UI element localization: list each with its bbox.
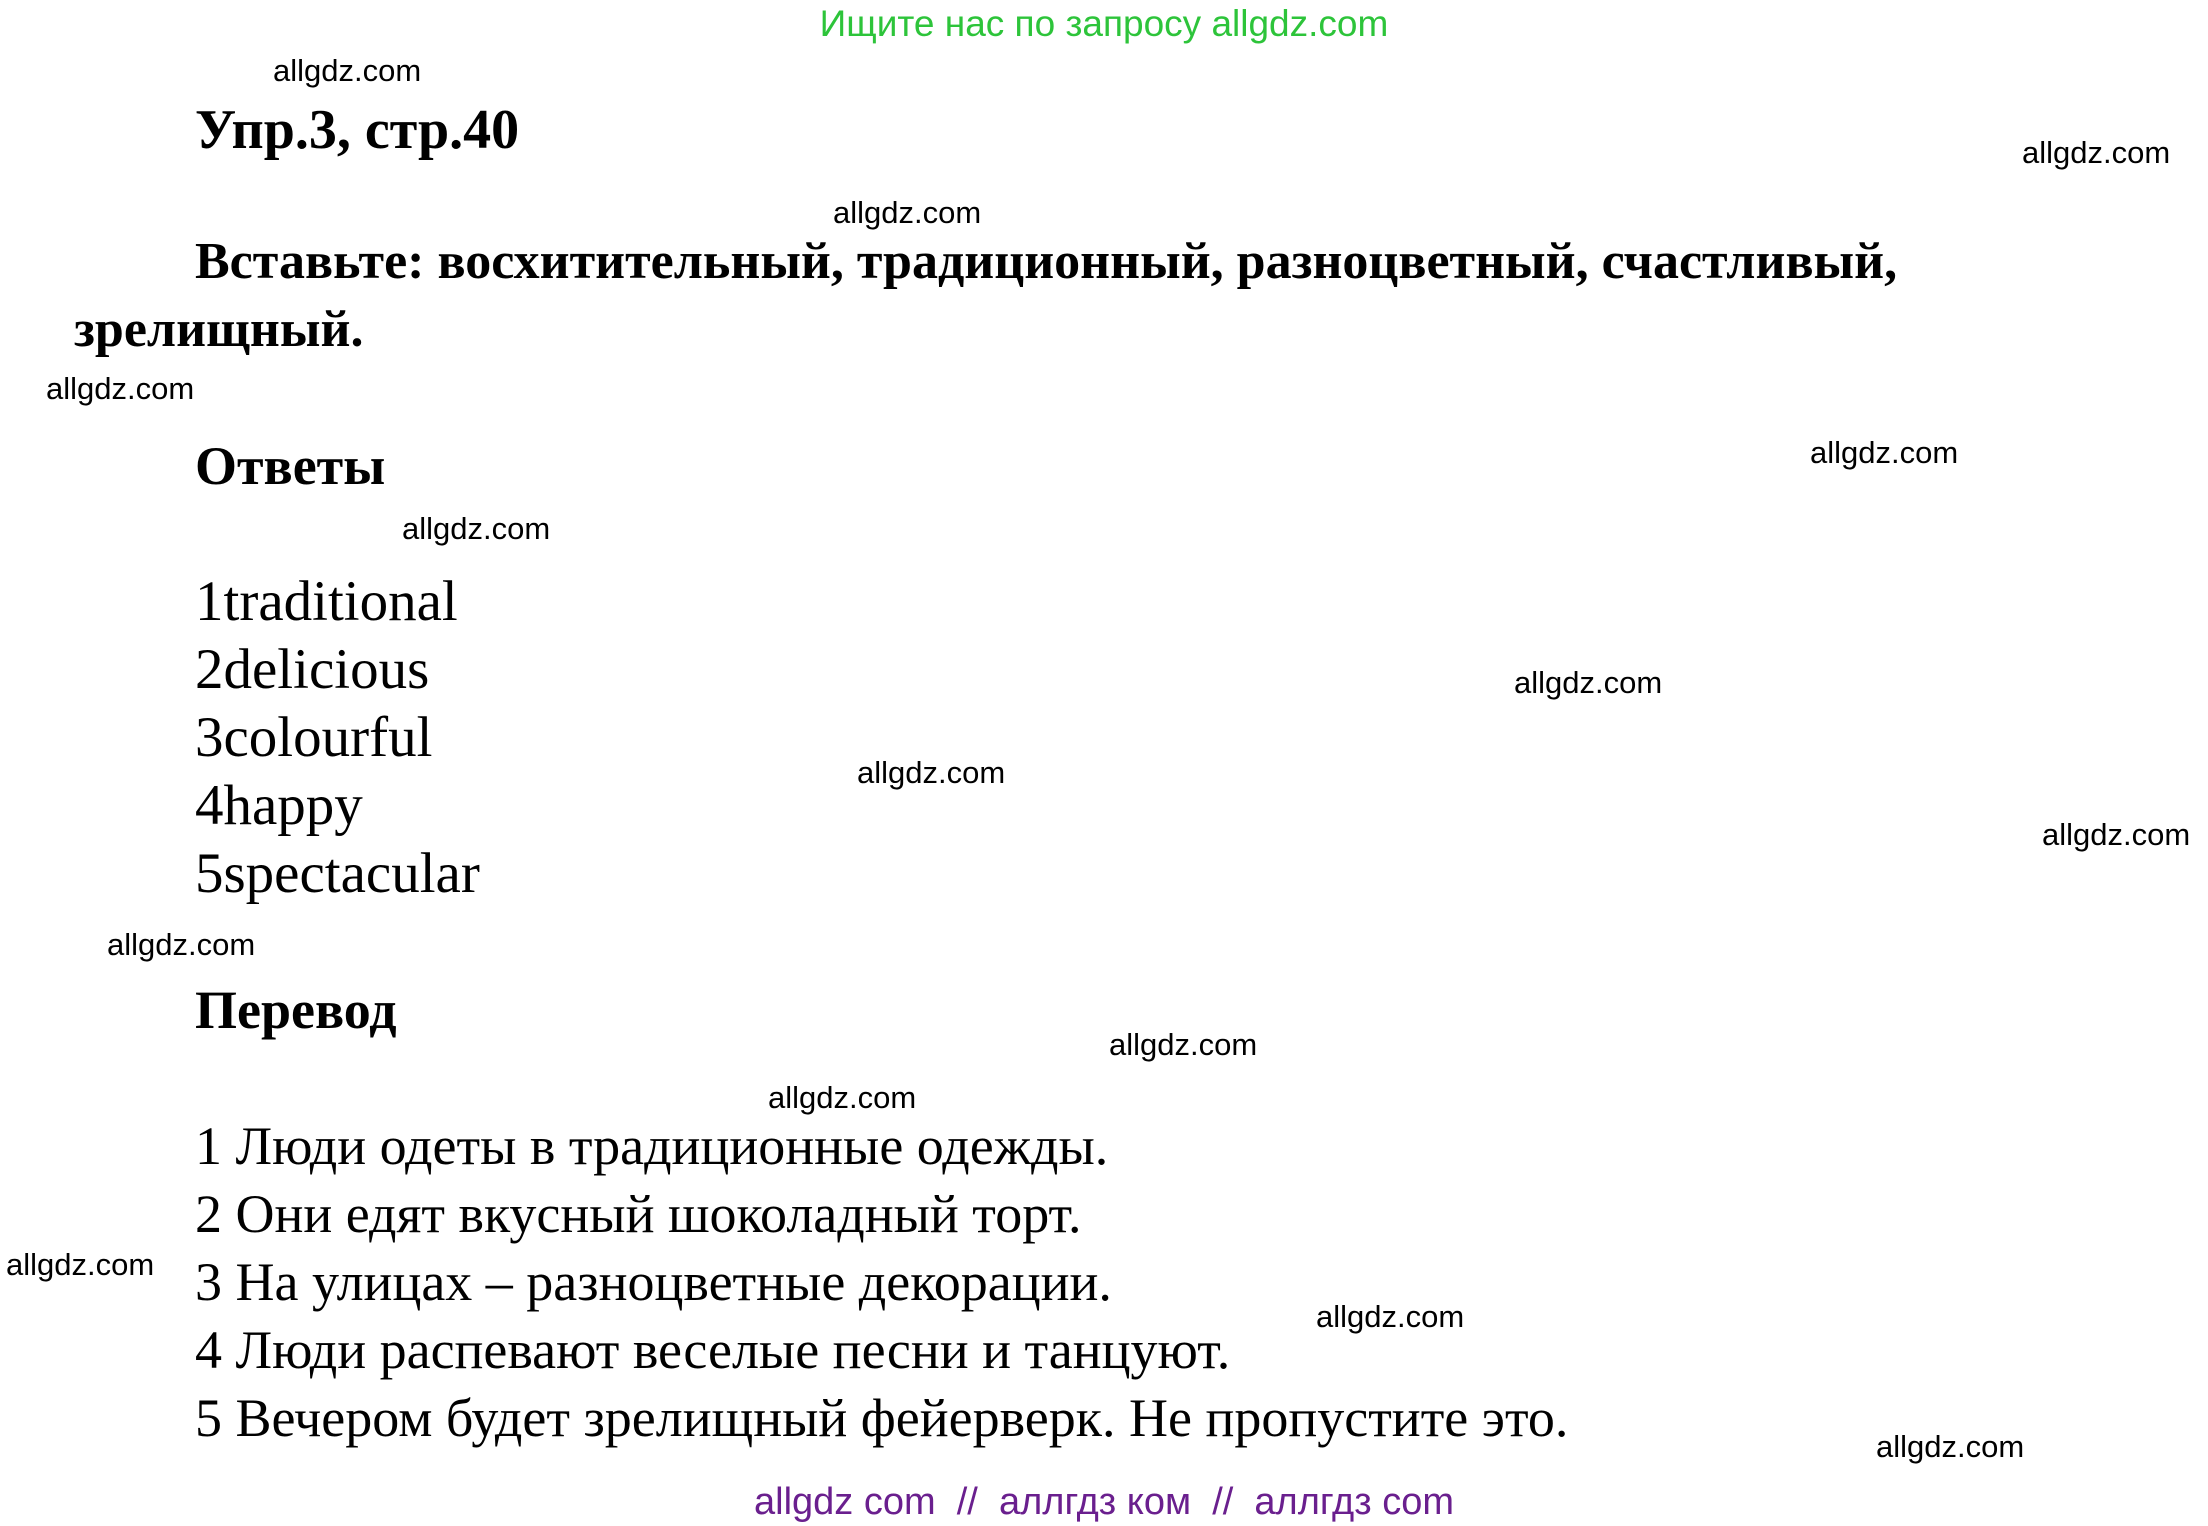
translation-item: 5 Вечером будет зрелищный фейерверк. Не пропустите это. — [195, 1388, 1569, 1448]
translation-item: 4 Люди распевают веселые песни и танцуют. — [195, 1320, 1231, 1380]
translation-item: 1 Люди одеты в традиционные одежды. — [195, 1116, 1109, 1176]
watermark: allgdz.com — [1810, 435, 1959, 470]
answer-item: 3colourful — [195, 706, 433, 769]
watermark: allgdz.com — [768, 1080, 917, 1115]
translation-item: 3 На улицах – разноцветные декорации. — [195, 1252, 1112, 1312]
watermark: allgdz.com — [273, 53, 422, 88]
watermark: allgdz.com — [1876, 1429, 2025, 1464]
watermark: allgdz.com — [402, 511, 551, 546]
watermark: allgdz.com — [1514, 665, 1663, 700]
watermark: allgdz.com — [1316, 1299, 1465, 1334]
translation-heading: Перевод — [195, 980, 397, 1040]
top-banner: Ищите нас по запросу allgdz.com — [819, 3, 1389, 44]
watermark: allgdz.com — [1109, 1027, 1258, 1062]
answer-item: 1traditional — [195, 570, 458, 633]
watermark: allgdz.com — [2022, 135, 2171, 170]
watermark: allgdz.com — [857, 755, 1006, 790]
watermark: allgdz.com — [107, 927, 256, 962]
watermark: allgdz.com — [46, 371, 195, 406]
task-instruction: Вставьте: восхитительный, традиционный, разноцветный, счастливый, зрелищный. — [74, 233, 1898, 358]
watermark: allgdz.com — [2042, 817, 2191, 852]
translation-list — [195, 1112, 1568, 1452]
answer-item: 4happy — [195, 774, 363, 837]
answers-list — [195, 568, 480, 908]
answers-heading: Ответы — [195, 436, 386, 496]
answer-item: 5spectacular — [195, 842, 480, 905]
bottom-banner: allgdz com // аллгдз ком // аллгдз com — [754, 1481, 1454, 1523]
answer-item: 2delicious — [195, 638, 430, 701]
exercise-title: Упр.3, стр.40 — [195, 99, 520, 161]
watermark: allgdz.com — [833, 195, 982, 230]
translation-item: 2 Они едят вкусный шоколадный торт. — [195, 1184, 1082, 1244]
watermark: allgdz.com — [6, 1247, 155, 1282]
